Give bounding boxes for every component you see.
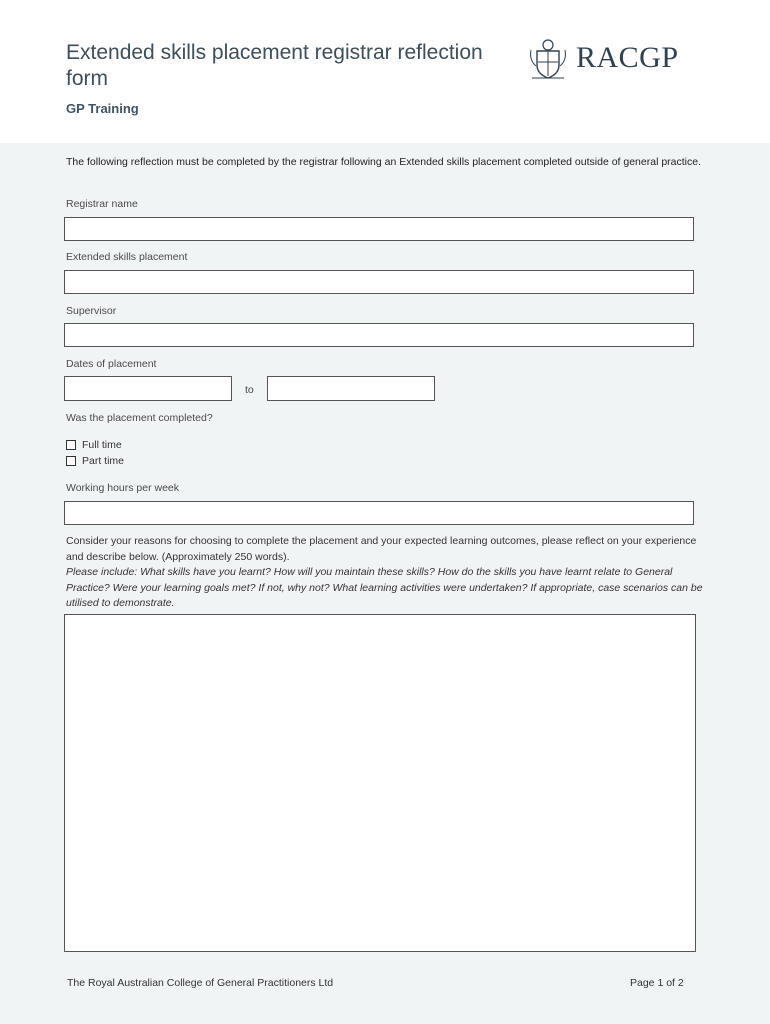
- reflection-instructions: [66, 534, 706, 612]
- supervisor-input[interactable]: [64, 323, 694, 347]
- part-time-option[interactable]: [66, 455, 124, 467]
- logo-wordmark: RACGP: [576, 41, 679, 74]
- date-to-label: to: [245, 384, 254, 396]
- page-header: [0, 0, 770, 143]
- crest-icon: [528, 36, 568, 80]
- full-time-option[interactable]: [66, 439, 122, 451]
- reflection-guidance: Please include: What skills have you learnt? How will you maintain these skills? How do the skills you have learnt relate to General Practice? Were your learning goals met? If not, why not? What learning activities were undertaken? If appropriate, case scenarios can be utilised to demonstrate.: [66, 566, 703, 609]
- page-number: Page 1 of 2: [630, 977, 684, 989]
- full-time-label: Full time: [82, 439, 122, 451]
- full-time-checkbox[interactable]: [66, 440, 76, 450]
- reflection-textarea[interactable]: [64, 614, 696, 952]
- date-to-input[interactable]: [267, 376, 435, 401]
- part-time-label: Part time: [82, 455, 125, 467]
- date-from-input[interactable]: [64, 376, 232, 401]
- intro-text: The following reflection must be completed by the registrar following an Extended skills placement completed outside of general practice.: [66, 156, 702, 168]
- registrar-name-input[interactable]: [64, 217, 694, 241]
- completed-label: Was the placement completed?: [66, 412, 213, 424]
- placement-label: Extended skills placement: [66, 251, 188, 263]
- form-subtitle: GP Training: [66, 101, 139, 116]
- reflection-prompt: Consider your reasons for choosing to complete the placement and your expected learning outcomes, please reflect on your experience and describe below. (Approximately 250 words).: [66, 535, 697, 563]
- hours-label: Working hours per week: [66, 482, 180, 494]
- placement-input[interactable]: [64, 270, 694, 294]
- dates-label: Dates of placement: [66, 358, 157, 370]
- form-title: Extended skills placement registrar reflection form: [66, 41, 483, 90]
- registrar-name-label: Registrar name: [66, 198, 138, 210]
- part-time-checkbox[interactable]: [66, 456, 76, 466]
- hours-input[interactable]: [64, 501, 694, 525]
- racgp-logo: [528, 34, 708, 82]
- footer-organisation: The Royal Australian College of General Practitioners Ltd: [67, 977, 334, 989]
- supervisor-label: Supervisor: [66, 305, 117, 317]
